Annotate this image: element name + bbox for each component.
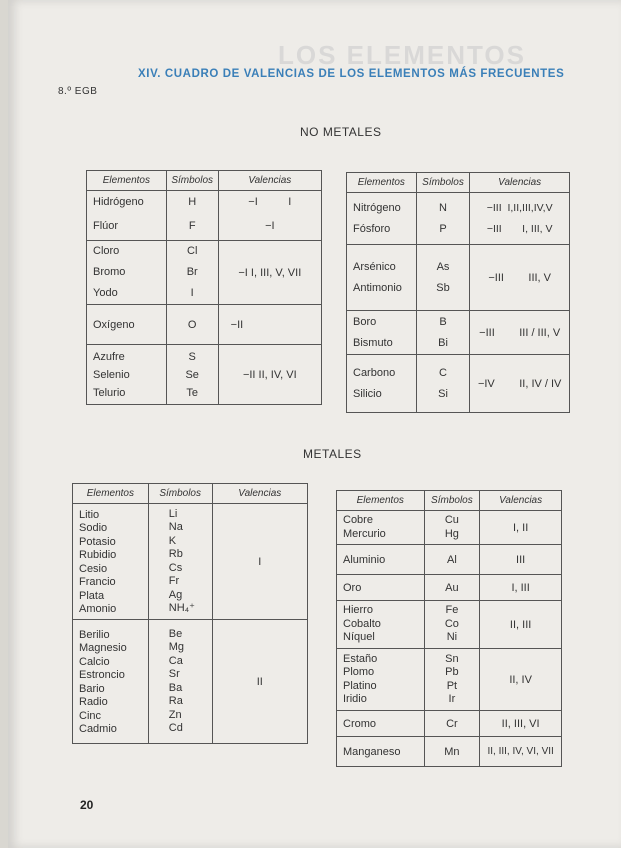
element-cell: Platino (343, 679, 377, 692)
no-metales-left-table (86, 170, 322, 405)
element-cell: Manganeso (337, 737, 425, 767)
symbol-cell: Sn (445, 652, 459, 665)
element-cell: Cesio (79, 562, 108, 575)
element-cell: Oro (337, 575, 425, 601)
element-cell: Potasio (79, 535, 116, 548)
header-valencias: Valencias (212, 484, 307, 504)
header-simbolos: Símbolos (424, 491, 480, 511)
symbol-cell: Be (168, 627, 183, 640)
element-cell: Calcio (79, 655, 110, 668)
symbol-cell: Au (424, 575, 480, 601)
symbol-cell: Ni (446, 631, 458, 644)
symbol-cell: I (190, 287, 194, 299)
element-cell: Boro (353, 315, 377, 328)
valence-cell: II, IV (480, 649, 562, 711)
symbol-cell: Ca (168, 654, 183, 667)
header-elementos: Elementos (73, 484, 149, 504)
element-cell: Francio (79, 576, 116, 588)
element-cell: Cadmio (79, 723, 117, 735)
metales-right-table (336, 490, 562, 767)
page-title: XIV. CUADRO DE VALENCIAS DE LOS ELEMENTOS MÁS FRECUENTES (138, 68, 565, 80)
element-cell: Telurio (93, 386, 126, 399)
element-cell: Estroncio (79, 669, 125, 681)
symbol-cell: Ir (448, 693, 456, 705)
valence-cell: −III III, V (470, 245, 570, 311)
symbol-cell: Na (168, 521, 183, 533)
symbol-cell: Cs (168, 561, 183, 574)
element-cell: Bromo (93, 266, 126, 278)
symbol-cell: Ba (168, 681, 183, 694)
element-cell: Hierro (343, 604, 373, 617)
symbol-cell: Cd (168, 722, 183, 734)
symbol-cell: Mn (424, 737, 480, 767)
symbol-cell: Bi (438, 336, 448, 349)
element-cell: Nitrógeno (353, 201, 401, 214)
element-cell: Antimonio (353, 281, 402, 294)
valence-cell: −III III / III, V (470, 311, 570, 355)
header-elementos: Elementos (337, 491, 425, 511)
element-cell: Cinc (79, 709, 102, 722)
valence-cell: II, III, IV, VI, VII (480, 737, 562, 767)
symbol-cell: Al (424, 545, 480, 575)
symbol-cell: N (439, 201, 447, 214)
page-number: 20 (80, 798, 94, 812)
header-simbolos: Símbolos (148, 484, 212, 504)
header-elementos: Elementos (87, 171, 167, 191)
symbol-cell: Br (186, 266, 198, 278)
valence-cell: I (212, 504, 307, 620)
element-cell: Cobre (343, 514, 373, 526)
valence-cell: −I I (218, 191, 321, 213)
symbol-cell: As (436, 260, 450, 273)
element-cell: Flúor (87, 213, 167, 241)
valence-cell: III (480, 545, 562, 575)
element-cell: Bario (79, 682, 105, 695)
symbol-cell: B (439, 315, 447, 328)
symbol-cell: NH₄⁺ (168, 602, 195, 614)
valence-cell: −III I, III, V (486, 222, 553, 235)
element-cell: Níquel (343, 631, 375, 644)
element-cell: Cobalto (343, 617, 381, 630)
symbol-cell: H (166, 191, 218, 213)
element-cell: Plata (79, 589, 105, 602)
element-cell: Amonio (79, 603, 117, 615)
symbol-cell: S (188, 350, 196, 363)
valence-cell: I, III (480, 575, 562, 601)
symbol-cell: Fe (445, 604, 459, 617)
element-cell: Plomo (343, 666, 375, 678)
header-valencias: Valencias (470, 173, 570, 193)
symbol-cell: C (439, 366, 447, 379)
header-valencias: Valencias (480, 491, 562, 511)
element-cell: Radio (79, 696, 108, 708)
element-cell: Bismuto (353, 336, 393, 349)
element-cell: Selenio (93, 368, 130, 381)
symbol-cell: Ra (168, 695, 183, 707)
symbol-cell: Sb (436, 281, 450, 294)
symbol-cell: Cr (424, 711, 480, 737)
symbol-cell: F (166, 213, 218, 241)
bleed-through-text: LOS ELEMENTOS (278, 40, 526, 70)
valence-cell: II (212, 620, 307, 744)
element-cell: Mercurio (343, 527, 386, 540)
valence-cell: II, III (480, 601, 562, 649)
element-cell: Cromo (337, 711, 425, 737)
symbol-cell: Pb (445, 666, 459, 678)
valence-cell: I, II (480, 511, 562, 545)
symbol-cell: K (168, 534, 177, 547)
symbol-cell: Sr (168, 668, 180, 680)
symbol-cell: Hg (444, 527, 459, 540)
symbol-cell: Li (168, 507, 178, 520)
element-cell: Sodio (79, 522, 108, 534)
element-cell: Litio (79, 508, 100, 521)
element-cell: Aluminio (337, 545, 425, 575)
element-cell: Carbono (353, 366, 396, 379)
symbol-cell: O (166, 305, 218, 345)
no-metales-heading: NO METALES (300, 125, 382, 139)
element-cell: Rubidio (79, 549, 117, 561)
valence-cell: −II II, IV, VI (218, 345, 321, 405)
valence-cell: −IV II, IV / IV (470, 355, 570, 413)
element-cell: Azufre (93, 350, 125, 363)
valence-cell: II, III, VI (480, 711, 562, 737)
element-cell: Fósforo (353, 222, 391, 235)
element-cell: Hidrógeno (87, 191, 167, 213)
element-cell: Arsénico (353, 260, 396, 273)
header-elementos: Elementos (347, 173, 417, 193)
header-simbolos: Símbolos (416, 173, 470, 193)
metales-left-table (72, 483, 308, 744)
element-cell: Iridio (343, 693, 367, 705)
element-cell: Magnesio (79, 642, 127, 654)
element-cell: Silicio (353, 387, 382, 400)
header-simbolos: Símbolos (166, 171, 218, 191)
symbol-cell: Se (185, 368, 199, 381)
element-cell: Yodo (93, 287, 118, 299)
symbol-cell: Rb (168, 548, 183, 560)
symbol-cell: Te (186, 386, 198, 399)
grade-label: 8.º EGB (58, 86, 98, 97)
symbol-cell: Cl (187, 245, 198, 257)
symbol-cell: Pt (446, 679, 458, 692)
valence-cell: −I (218, 213, 321, 241)
element-cell: Estaño (343, 652, 378, 665)
metales-heading: METALES (303, 447, 362, 461)
valence-cell: −I I, III, V, VII (218, 241, 321, 305)
symbol-cell: Mg (168, 641, 185, 653)
element-cell: Cloro (93, 245, 120, 257)
symbol-cell: Ag (168, 588, 183, 601)
header-valencias: Valencias (218, 171, 321, 191)
valence-cell: −III I,II,III,IV,V (486, 201, 553, 214)
symbol-cell: Zn (168, 708, 182, 721)
symbol-cell: Cu (444, 514, 459, 526)
symbol-cell: P (439, 222, 447, 235)
no-metales-right-table (346, 172, 570, 413)
symbol-cell: Si (438, 387, 448, 400)
element-cell: Oxígeno (87, 305, 167, 345)
symbol-cell: Co (444, 617, 459, 630)
valence-cell: −II (218, 305, 321, 345)
element-cell: Berilio (79, 628, 110, 641)
symbol-cell: Fr (168, 575, 180, 587)
